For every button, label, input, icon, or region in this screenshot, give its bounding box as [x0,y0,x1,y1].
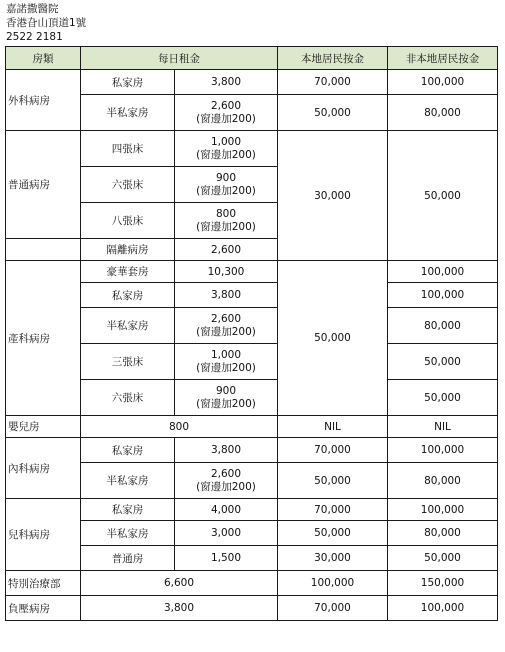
ward-name: 普通病房 [6,131,81,239]
ward-name: 產科病房 [6,261,81,416]
ward-name: 外科病房 [6,70,81,131]
table-row [6,131,498,167]
fee-value: 900 [215,171,237,184]
room-name: 八張床 [81,203,175,239]
nonlocal-deposit: 80,000 [388,463,498,499]
fee-note: (窗邊加200) [196,148,256,161]
hospital-name: 嘉諾撒醫院 [6,3,59,15]
room-fee: 2,600 [175,239,278,261]
local-deposit: 50,000 [278,95,388,131]
fee-value: 800 [215,207,237,220]
ward-name: 負壓病房 [6,596,81,621]
nonlocal-deposit: NIL [388,416,498,438]
nonlocal-deposit: 80,000 [388,95,498,131]
nonlocal-deposit: 50,000 [388,546,498,571]
nonlocal-deposit: 100,000 [388,283,498,308]
room-fee: 3,800 [81,596,278,621]
room-fee: 800 [81,416,278,438]
room-fee: 3,800 [175,438,278,463]
fee-value: 1,000 [210,135,242,148]
nonlocal-deposit: 100,000 [388,70,498,95]
room-fee [175,380,278,416]
room-fee [175,167,278,203]
nonlocal-deposit: 50,000 [388,344,498,380]
fee-note: (窗邊加200) [196,480,256,493]
table-row [6,261,498,283]
ward-name-blank [6,239,81,261]
room-name: 豪華套房 [81,261,175,283]
nonlocal-deposit: 100,000 [388,596,498,621]
table-row [6,416,498,438]
room-fee [175,203,278,239]
hospital-phone: 2522 2181 [6,31,63,43]
fee-value: 2,600 [210,467,242,480]
table-header-row [6,47,498,70]
nonlocal-deposit: 50,000 [388,131,498,261]
fee-note: (窗邊加200) [196,112,256,125]
hospital-address: 香港旮山頂道1號 [6,17,87,29]
fee-note: (窗邊加200) [196,220,256,233]
header-daily-fee: 每日租金 [81,47,278,70]
local-deposit: NIL [278,416,388,438]
room-name: 半私家房 [81,95,175,131]
local-deposit: 50,000 [278,463,388,499]
ward-name: 特別治療部 [6,571,81,596]
room-name: 普通房 [81,546,175,571]
fee-value: 2,600 [210,312,242,325]
room-name: 私家房 [81,283,175,308]
fee-value: 1,000 [210,348,242,361]
room-name: 半私家房 [81,463,175,499]
local-deposit: 70,000 [278,596,388,621]
header-room-type: 房類 [6,47,81,70]
room-fee [175,463,278,499]
nonlocal-deposit: 100,000 [388,261,498,283]
table-row [6,438,498,463]
room-name: 半私家房 [81,521,175,546]
room-name: 六張床 [81,380,175,416]
fee-value: 2,600 [210,99,242,112]
nonlocal-deposit: 50,000 [388,380,498,416]
nonlocal-deposit: 80,000 [388,308,498,344]
fee-value: 900 [215,384,237,397]
room-fee [175,308,278,344]
room-name: 私家房 [81,70,175,95]
room-name: 六張床 [81,167,175,203]
room-fee: 1,500 [175,546,278,571]
local-deposit: 30,000 [278,546,388,571]
table-row [6,571,498,596]
room-fee: 3,000 [175,521,278,546]
room-fee [175,344,278,380]
local-deposit: 70,000 [278,438,388,463]
fee-note: (窗邊加200) [196,397,256,410]
room-name: 私家房 [81,438,175,463]
local-deposit: 70,000 [278,499,388,521]
room-fee: 6,600 [81,571,278,596]
ward-name: 兒科病房 [6,499,81,571]
room-name: 私家房 [81,499,175,521]
room-name: 三張床 [81,344,175,380]
header-local-deposit: 本地居民按金 [278,47,388,70]
nonlocal-deposit: 80,000 [388,521,498,546]
nonlocal-deposit: 150,000 [388,571,498,596]
local-deposit: 50,000 [278,261,388,416]
hospital-header [6,2,86,44]
room-fee [175,131,278,167]
room-fee: 4,000 [175,499,278,521]
room-fee: 10,300 [175,261,278,283]
nonlocal-deposit: 100,000 [388,499,498,521]
local-deposit: 70,000 [278,70,388,95]
room-name: 半私家房 [81,308,175,344]
fee-table [5,46,498,621]
room-fee [175,95,278,131]
fee-note: (窗邊加200) [196,361,256,374]
room-fee: 3,800 [175,70,278,95]
room-fee: 3,800 [175,283,278,308]
table-row [6,596,498,621]
room-name: 四張床 [81,131,175,167]
nonlocal-deposit: 100,000 [388,438,498,463]
fee-note: (窗邊加200) [196,184,256,197]
room-name: 隔離病房 [81,239,175,261]
local-deposit: 50,000 [278,521,388,546]
table-row [6,70,498,95]
local-deposit: 100,000 [278,571,388,596]
fee-note: (窗邊加200) [196,325,256,338]
local-deposit: 30,000 [278,131,388,261]
header-nonlocal-deposit: 非本地居民按金 [388,47,498,70]
ward-name: 嬰兒房 [6,416,81,438]
table-row [6,499,498,521]
ward-name: 內科病房 [6,438,81,499]
